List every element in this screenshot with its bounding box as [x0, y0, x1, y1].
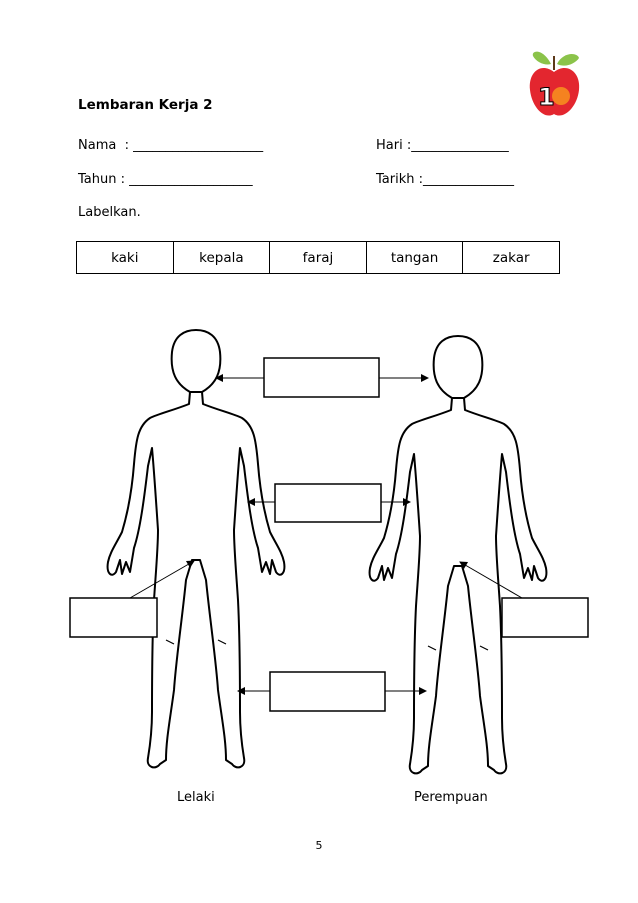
word-bank-item: tangan	[367, 242, 464, 273]
female-body-figure	[370, 336, 547, 773]
nama-field[interactable]: Nama : ____________________	[78, 138, 264, 153]
label-box-foot	[270, 672, 385, 711]
label-box-hand	[275, 484, 381, 522]
tahun-field[interactable]: Tahun : ___________________	[78, 172, 253, 187]
male-body-figure	[108, 330, 285, 767]
word-bank-item: zakar	[492, 249, 530, 266]
label-box-head	[264, 358, 379, 397]
word-bank-item: kepala	[174, 242, 271, 273]
worksheet-title: Lembaran Kerja 2	[78, 97, 213, 113]
word-bank-item: kaki	[77, 242, 174, 273]
word-bank-item: faraj	[270, 242, 367, 273]
female-caption: Perempuan	[414, 790, 488, 805]
hari-field[interactable]: Hari :_______________	[376, 138, 509, 153]
page-number: 5	[315, 839, 323, 852]
logo-badge-number: 1	[538, 83, 555, 111]
instruction-text: Labelkan.	[78, 205, 141, 220]
tarikh-field[interactable]: Tarikh :______________	[376, 172, 514, 187]
label-box-male-genital	[70, 598, 157, 637]
male-caption: Lelaki	[177, 790, 215, 805]
label-box-female-genital	[502, 598, 588, 637]
